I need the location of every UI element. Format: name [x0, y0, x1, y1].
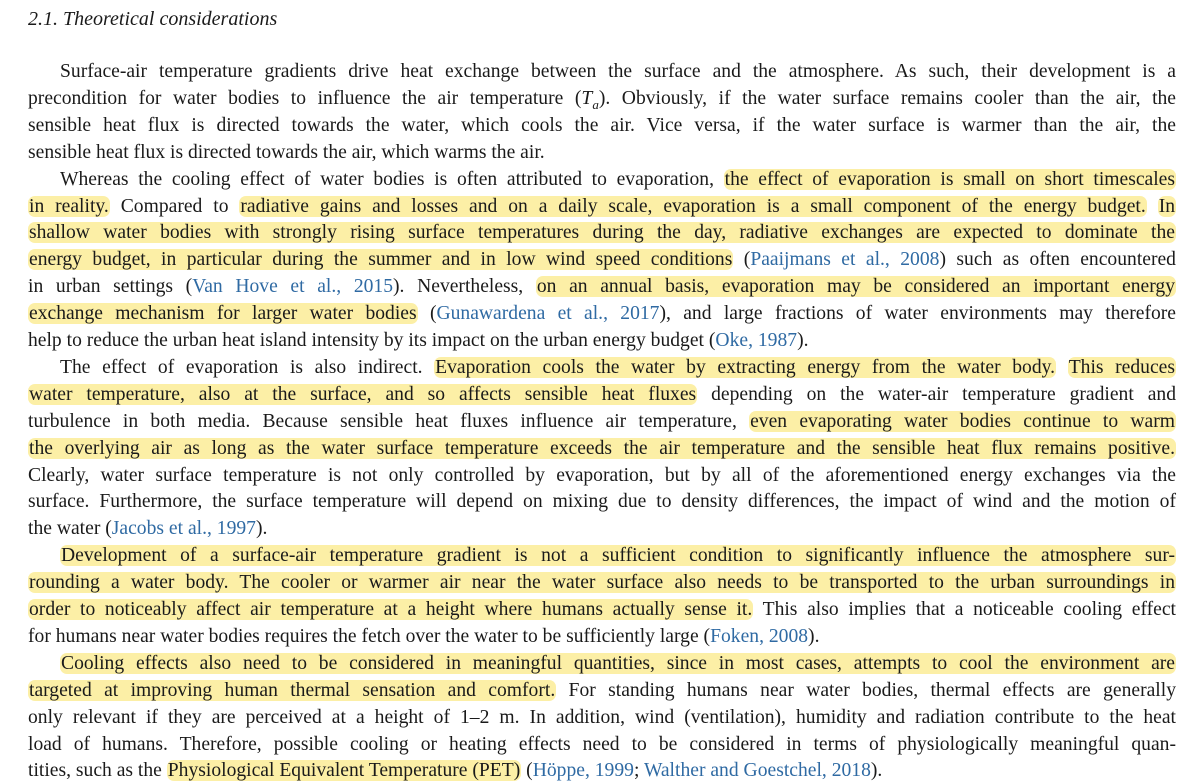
text-line [28, 624, 1176, 650]
highlighted-text: Evaporation cools the water by extracting energy from the water body. [435, 356, 1056, 378]
body-text: surface. Furthermore, the surface temperature will depend on mixing due to density differences, the impact of wind and the motion of [28, 491, 1176, 513]
highlighted-text: the effect of evaporation is small on short timescales [724, 168, 1175, 190]
text-line [60, 355, 1176, 381]
text-line [28, 678, 1176, 704]
body-text: the water ( [28, 518, 112, 540]
text-line [60, 59, 1176, 85]
highlighted-text: order to noticeably affect air temperature at a height where humans actually sense it. [29, 599, 753, 620]
body-text: ( [521, 760, 533, 782]
highlighted-text: even evaporating water bodies continue to warm [750, 410, 1176, 432]
body-text: turbulence in both media. Because sensible heat fluxes influence air temperature, [28, 410, 750, 432]
body-text: This also implies that a noticeable cooling effect [753, 599, 1176, 620]
text-line [28, 194, 1176, 220]
text-line [28, 516, 1176, 542]
highlighted-text: targeted at improving human thermal sensation and comfort. [29, 679, 556, 701]
citation-link[interactable]: Foken, 2008 [710, 625, 809, 647]
body-text: ( [733, 249, 751, 271]
text-line [28, 247, 1176, 273]
text-line [28, 705, 1176, 731]
text-line [28, 274, 1176, 300]
text-line [60, 167, 1176, 193]
text-line [28, 409, 1176, 435]
text-line [28, 597, 1176, 623]
body-text: in urban settings ( [28, 276, 193, 298]
body-text [1056, 357, 1068, 378]
body-text [1147, 196, 1158, 217]
body-text: help to reduce the urban heat island intensity by its impact on the urban energy budget ( [28, 330, 716, 351]
highlighted-text: water temperature, also at the surface, and so affects sensible heat fluxes [29, 383, 697, 405]
body-text: ). [797, 330, 809, 351]
text-line [28, 463, 1176, 489]
highlighted-text: rounding a water body. The cooler or warmer air near the water surface also needs to be transported to the urban surroundings in [29, 572, 1175, 594]
body-text: Whereas the cooling effect of water bodies is often attributed to evaporation, [60, 168, 724, 190]
text-line [28, 732, 1176, 758]
body-text: load of humans. Therefore, possible cooling or heating effects need to be considered in terms of physiologically meaningful quan- [28, 733, 1176, 755]
body-text: tities, such as the [28, 760, 167, 782]
highlighted-text: the overlying air as long as the water surface temperature exceeds the air temperature and the sensible heat flux remains positive. [29, 437, 1175, 459]
highlighted-text: radiative gains and losses and on a daily scale, evaporation is a small component of the energy budget. [240, 195, 1146, 217]
citation-link[interactable]: Jacobs et al., 1997 [111, 518, 256, 540]
highlighted-text: energy budget, in particular during the summer and in low wind speed conditions [29, 249, 733, 271]
text-line [28, 301, 1176, 327]
body-text: ). [870, 760, 883, 782]
text-line [28, 758, 1176, 784]
text-line [28, 436, 1176, 462]
body-text: ) such as often encountered [939, 249, 1176, 271]
highlighted-text: exchange mechanism for larger water bodies [29, 303, 417, 325]
body-text: ). Nevertheless, [393, 276, 536, 298]
highlighted-text: In [1158, 195, 1176, 217]
body-text: ). [255, 518, 268, 540]
body-text: sensible heat flux is directed towards the water, which cools the air. Vice versa, if the water surface is warmer than the air, the [28, 114, 1176, 136]
text-line [28, 328, 1176, 354]
body-text: ( [417, 303, 437, 325]
text-line [28, 113, 1176, 139]
citation-link[interactable]: Paaijmans et al., 2008 [750, 249, 940, 271]
body-text: Clearly, water surface temperature is not only controlled by evaporation, but by all of the aforementioned energy exchanges via the [28, 464, 1176, 486]
body-text: depending on the water-air temperature gradient and [697, 383, 1176, 405]
highlighted-text: Development of a surface-air temperature gradient is not a sufficient condition to significantly influence the atmosphere sur- [61, 545, 1175, 567]
body-text: Compared to [109, 195, 240, 217]
body-text: ; [633, 760, 644, 782]
body-text: for humans near water bodies requires the fetch over the water to be sufficiently large ( [28, 625, 711, 647]
highlighted-text: Physiological Equivalent Temperature (PET) [167, 760, 521, 782]
text-line [28, 140, 1176, 166]
citation-link[interactable]: Walther and Goestchel, 2018 [643, 760, 871, 782]
body-text: ). Obviously, if the water surface remains cooler than the air, the [598, 87, 1177, 109]
highlighted-text: in reality. [29, 195, 109, 217]
body-text: The effect of evaporation is also indirect. [60, 356, 435, 378]
body-text: Surface-air temperature gradients drive heat exchange between the surface and the atmosphere. As such, their development is a [60, 61, 1176, 82]
text-line [28, 86, 1176, 112]
body-text: For standing humans near water bodies, thermal effects are generally [556, 679, 1176, 701]
highlighted-text: on an annual basis, evaporation may be considered an important energy [536, 276, 1175, 298]
citation-link[interactable]: Gunawardena et al., 2017 [436, 303, 660, 325]
highlighted-text: Cooling effects also need to be considered in meaningful quantities, since in most cases, attempts to cool the environment are [61, 652, 1175, 674]
citation-link[interactable]: Van Hove et al., 2015 [192, 276, 394, 298]
body-text: precondition for water bodies to influence the air temperature ( [28, 87, 582, 109]
text-line [28, 570, 1176, 596]
highlighted-text: This reduces [1068, 356, 1175, 378]
body-text: ), and large fractions of water environments may therefore [659, 303, 1176, 325]
math-symbol: T [581, 87, 593, 109]
text-line [28, 489, 1176, 515]
text-line [60, 651, 1176, 677]
citation-link[interactable]: Oke, 1987 [715, 330, 798, 351]
text-line [28, 220, 1176, 246]
body-text: only relevant if they are perceived at a height of 1–2 m. In addition, wind (ventilation), humidity and radiation contribute to the heat [28, 706, 1176, 728]
math-subscript: a [592, 96, 599, 112]
section-heading: 2.1. Theoretical considerations [28, 8, 278, 30]
body-text: ). [808, 625, 820, 647]
body-text: sensible heat flux is directed towards the air, which warms the air. [28, 141, 545, 163]
text-line [60, 543, 1176, 569]
citation-link[interactable]: Höppe, 1999 [532, 760, 634, 782]
highlighted-text: shallow water bodies with strongly rising surface temperatures during the day, radiative exchanges are expected to dominate the [29, 222, 1175, 244]
text-line [28, 382, 1176, 408]
